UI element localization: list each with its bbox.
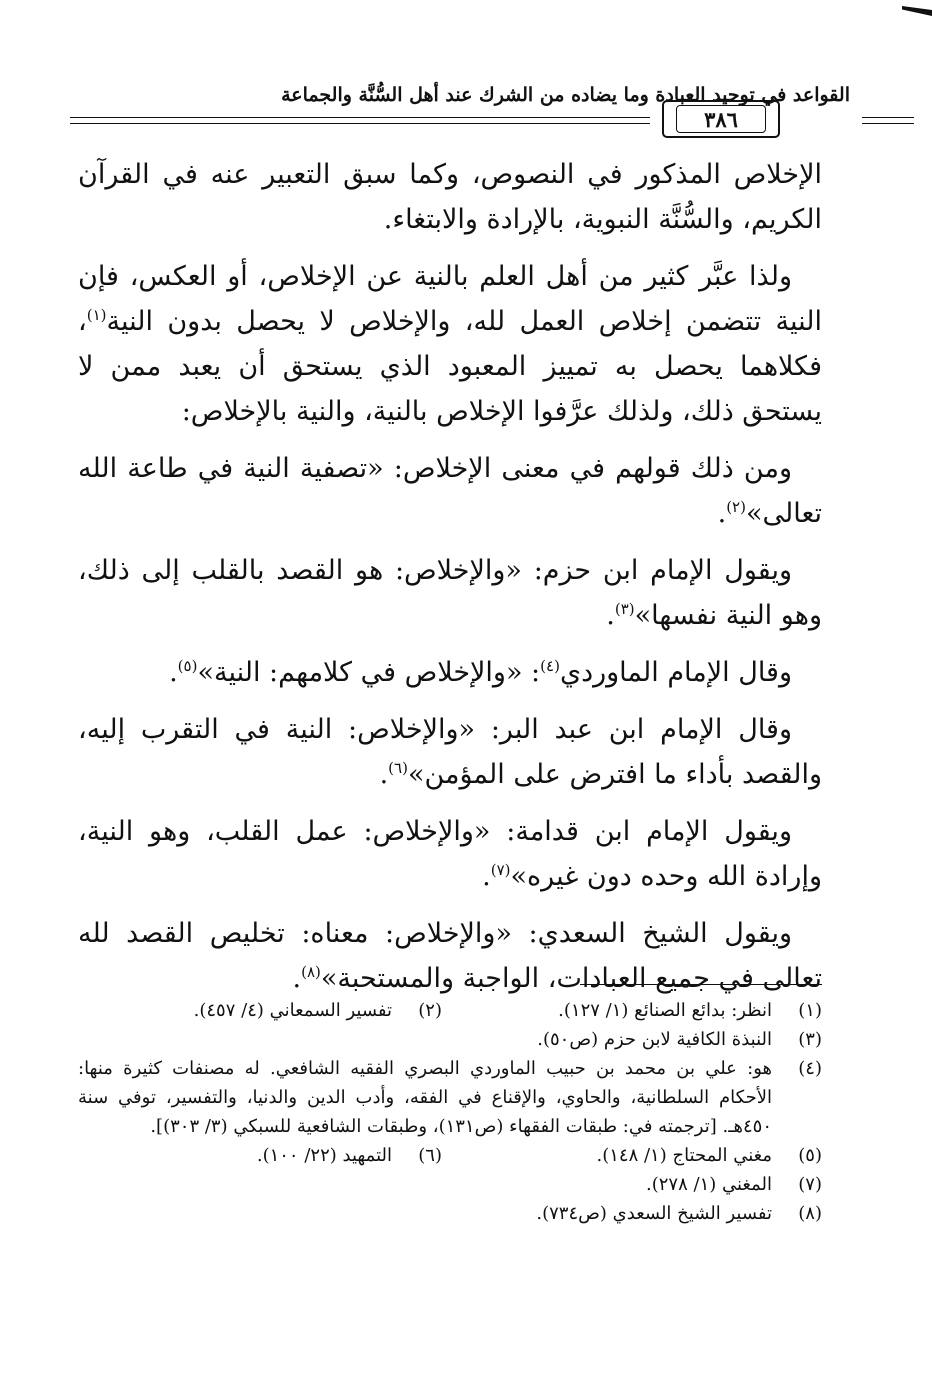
footnotes: [78, 996, 822, 1228]
footnote-text: انظر: بدائع الصنائع (١/ ١٢٧).: [558, 1000, 772, 1021]
paragraph: ولذا عبَّر كثير من أهل العلم بالنية عن الإخلاص، أو العكس، فإن النية تتضمن إخلاص العمل لله، والإخلاص لا يحصل بدون النية$^{(١)}$، فكلاهما يحصل به تمييز المعبود الذي يستحق أن يعبد ممن لا يستحق ذلك، ولذلك عرَّفوا الإخلاص بالنية، والنية بالإخلاص:: [78, 261, 822, 427]
header-rule: [70, 117, 650, 118]
footnote-ref[interactable]: (٧): [490, 861, 511, 879]
paragraph: ومن ذلك قولهم في معنى الإخلاص: «تصفية النية في طاعة الله تعالى»$^{(٢)}$.: [78, 453, 822, 529]
footnote-row: [78, 1054, 822, 1141]
footnote-number: (٦): [418, 1145, 442, 1166]
footnote-separator: [580, 984, 822, 985]
footnote-text: النبذة الكافية لابن حزم (ص٥٠).: [537, 1029, 772, 1050]
page-corner-mark: [902, 6, 932, 16]
footnote-ref[interactable]: (٨): [301, 963, 321, 981]
paragraph: وقال الإمام الماوردي$^{(٤)}$: «والإخلاص في كلامهم: النية»$^{(٥)}$.: [169, 657, 792, 688]
footnote-number: (١): [798, 1000, 822, 1021]
footnote-text: تفسير السمعاني (٤/ ٤٥٧).: [193, 1000, 392, 1021]
page-number: ٣٨٦: [676, 105, 766, 133]
footnote-row: [78, 1141, 822, 1170]
footnote-ref[interactable]: (٥): [177, 657, 198, 675]
footnote-ref[interactable]: (٢): [726, 498, 746, 516]
footnote-text: المغني (١/ ٢٧٨).: [646, 1174, 772, 1195]
footnote-number: (٧): [798, 1174, 822, 1195]
paragraph: ويقول الإمام ابن حزم: «والإخلاص: هو القصد بالقلب إلى ذلك، وهو النية نفسها»$^{(٣)}$.: [78, 555, 822, 631]
footnote-row: [78, 1199, 822, 1228]
paragraph: الإخلاص المذكور في النصوص، وكما سبق التعبير عنه في القرآن الكريم، والسُّنَّة النبوية، بالإرادة والابتغاء.: [78, 159, 822, 235]
main-text: [78, 152, 822, 1013]
footnote-number: (٣): [798, 1029, 822, 1050]
footnote-number: (٥): [798, 1145, 822, 1166]
header-rule: [862, 123, 914, 124]
footnote-ref[interactable]: (١): [86, 306, 107, 324]
footnote-text: التمهيد (٢٢/ ١٠٠).: [256, 1145, 392, 1166]
paragraph: وقال الإمام ابن عبد البر: «والإخلاص: النية في التقرب إليه، والقصد بأداء ما افترض على المؤمن»$^{(٦)}$.: [78, 714, 822, 790]
footnote-ref[interactable]: (٤): [540, 657, 560, 675]
footnote-text: مغني المحتاج (١/ ١٤٨).: [596, 1145, 772, 1166]
header-title: القواعد في توحيد العبادة وما يضاده من الشرك عند أهل السُّنَّة والجماعة: [281, 84, 850, 106]
footnote-number: (٢): [418, 1000, 442, 1021]
footnote-text: تفسير الشيخ السعدي (ص٧٣٤).: [536, 1203, 772, 1224]
header-rule: [862, 117, 914, 118]
paragraph: ويقول الشيخ السعدي: «والإخلاص: معناه: تخليص القصد لله تعالى في جميع العبادات، الواجبة والمستحبة»$^{(٨)}$.: [78, 918, 822, 994]
footnote-number: (٨): [798, 1203, 822, 1224]
footnote-text: هو: علي بن محمد بن حبيب الماوردي البصري الفقيه الشافعي. له مصنفات كثيرة منها: الأحكام السلطانية، والحاوي، والإقناع في الفقه، وأدب الدين والدنيا، والتفسير، توفي سنة ٤٥٠هـ. [ترجمته في: طبقات الفقهاء (ص١٣١)، وطبقات الشافعية للسبكي (٣/ ٣٠٣)].: [78, 1058, 772, 1137]
running-header: [70, 78, 850, 138]
footnote-row: [78, 996, 822, 1025]
footnote-number: (٤): [798, 1058, 822, 1079]
footnote-ref[interactable]: (٦): [388, 759, 408, 777]
paragraph: ويقول الإمام ابن قدامة: «والإخلاص: عمل القلب، وهو النية، وإرادة الله وحده دون غيره»$^{(٧)}$.: [78, 816, 822, 892]
header-rule: [70, 123, 650, 124]
footnote-row: [78, 1025, 822, 1054]
page-number-box: [662, 100, 780, 138]
footnote-row: [78, 1170, 822, 1199]
footnote-ref[interactable]: (٣): [614, 600, 635, 618]
